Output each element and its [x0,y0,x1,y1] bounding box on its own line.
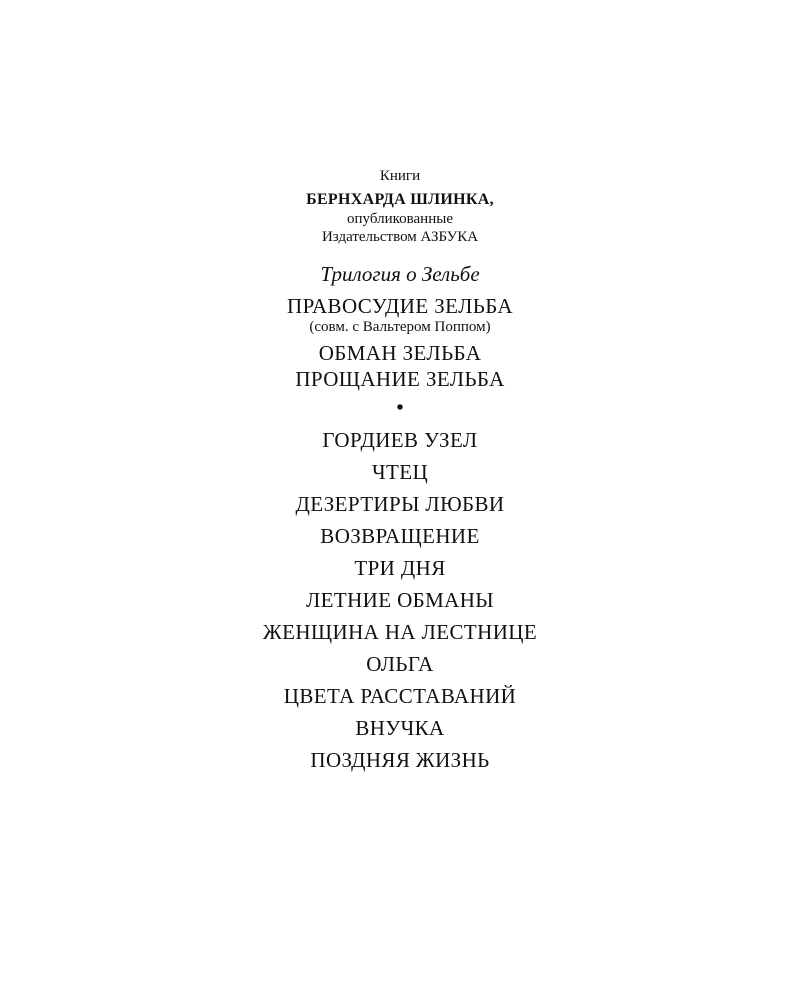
series-title: Трилогия о Зельбе [320,262,480,286]
book-title: ДЕЗЕРТИРЫ ЛЮБВИ [295,492,505,516]
book-title: ЛЕТНИЕ ОБМАНЫ [305,588,495,612]
books-label: Книги [379,168,421,184]
book-title: ГОРДИЕВ УЗЕЛ [322,428,478,452]
book-title: ЧТЕЦ [371,460,429,484]
coauthor-note: (совм. с Вальтером Поппом) [309,319,491,335]
series-book-title: ПРАВОСУДИЕ ЗЕЛЬБА [287,294,513,318]
published-label: опубликованные [347,211,453,227]
publisher-line: Издательством АЗБУКА [321,229,479,245]
book-title: ПОЗДНЯЯ ЖИЗНЬ [310,748,490,772]
book-title: ЖЕНЩИНА НА ЛЕСТНИЦЕ [262,620,538,644]
bullet-separator: • [396,397,404,419]
book-title: ВНУЧКА [355,716,445,740]
book-title: ОЛЬГА [366,652,434,676]
series-book-title: ПРОЩАНИЕ ЗЕЛЬБА [295,367,505,391]
book-title: ВОЗВРАЩЕНИЕ [320,524,480,548]
book-title: ЦВЕТА РАССТАВАНИЙ [283,684,517,708]
author-name: БЕРНХАРДА ШЛИНКА, [306,191,494,208]
series-book-title: ОБМАН ЗЕЛЬБА [318,341,482,365]
book-title: ТРИ ДНЯ [354,556,446,580]
